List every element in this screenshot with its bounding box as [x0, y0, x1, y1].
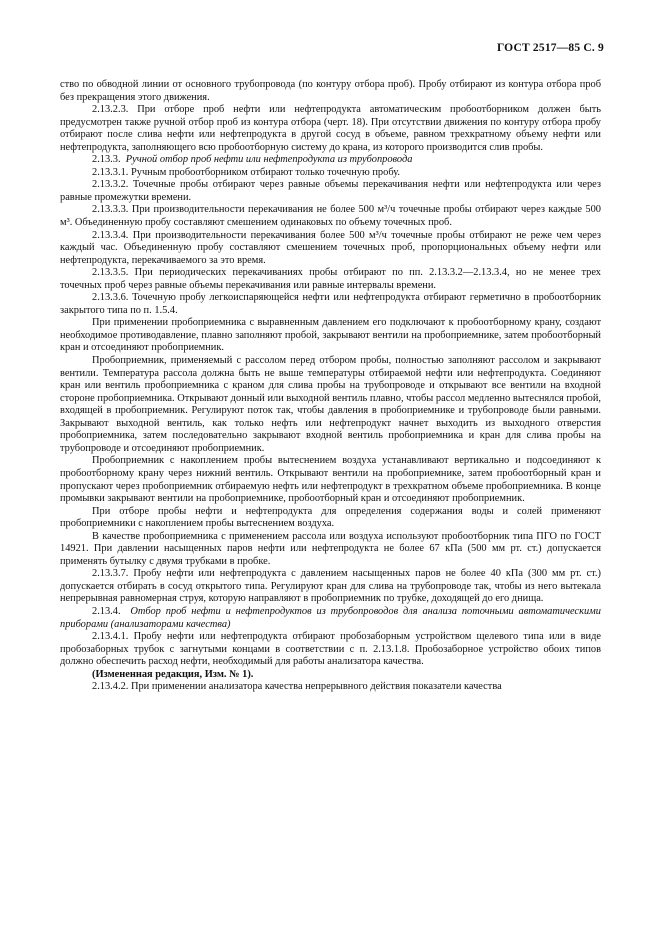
- page-header: ГОСТ 2517—85 С. 9: [496, 42, 604, 54]
- paragraph: ство по обводной линии от основного трубопровода (по контуру отбора проб). Пробу отбирают из контура отбора проб без прекращения этого движения.: [60, 79, 601, 103]
- paragraph: При отборе пробы нефти и нефтепродукта для определения содержания воды и солей применяют пробоприемники с накоплением пробы вытеснением воздуха.: [60, 505, 601, 530]
- section-heading-2-13-4: [60, 606, 601, 631]
- paragraph-2-13-3-2: 2.13.3.2. Точечные пробы отбирают через равные объемы перекачивания нефти или нефтепродукта или через равные промежутки времени.: [60, 179, 601, 203]
- section-title: Ручной отбор проб нефти или нефтепродукта из трубопровода: [125, 154, 413, 166]
- paragraph: В качестве пробоприемника с применением рассола или воздуха используют пробоотборник типа ПГО по ГОСТ 14921. При давлении насыщенных паров нефти или нефтепродукта не более 67 кПа (500 мм рт. ст.) допускается применять бутылку с двумя трубками в пробке.: [60, 530, 601, 567]
- paragraph: Пробоприемник, применяемый с рассолом перед отбором пробы, полностью заполняют рассолом и закрывают вентили. Температура рассола должна быть не выше температуры отбираемой нефти или нефтепродукта. Соединяют кран или вентиль пробоприемника с краном для слива пробы на трубопроводе и открывают все вентили на входной стороне пробоприемника. Открывают донный или выходной вентиль плавно, чтобы рассол медленно вытеснялся пробой, входящей в пробоприемник. Регулируют поток так, чтобы давления в пробоприемнике и трубопроводе были равными. Закрывают выходной вентиль, как только нефть или нефтепродукт начнет выходить из выходного отверстия пробоприемника, затем последовательно закрывают входной вентиль пробоприемника и кран для слива пробы на трубопроводе и отсоединяют пробоприемник.: [60, 355, 601, 454]
- paragraph: При применении пробоприемника с выравненным давлением его подключают к пробоотборному крану, создают необходимое противодавление, плавно заполняют пробой, закрывают вентили на пробоприемнике, затем пробоотборный кран и отсоединяют пробоприемник.: [60, 317, 601, 354]
- paragraph-2-13-3-5: 2.13.3.5. При периодических перекачиваниях пробы отбирают по пп. 2.13.3.2—2.13.3.4, но не менее трех точечных проб через равные объемы перекачивания или равные интервалы времени.: [60, 267, 601, 291]
- section-number: 2.13.3.: [92, 154, 121, 166]
- paragraph-2-13-3-1: 2.13.3.1. Ручным пробоотборником отбирают только точечную пробу.: [92, 166, 400, 178]
- paragraph-2-13-4-1: 2.13.4.1. Пробу нефти или нефтепродукта отбирают пробозаборным устройством щелевого типа или в виде пробозаборных трубок с загнутыми концами в соответствии с п. 2.13.1.8. Пробозаборное устройство обоих типов должно обеспечить расход нефти, необходимый для работы анализатора качества.: [60, 631, 601, 668]
- paragraph: Пробоприемник с накоплением пробы вытеснением воздуха устанавливают вертикально и подсоединяют к пробоотборному крану через нижний вентиль. Открывают вентили на пробоприемнике, затем пробоотборный кран и пропускают через пробоприемник отбираемую нефть или нефтепродукт в трехкратном объеме пробоприемника. В конце промывки закрывают вентили на пробоприемнике, пробоотборный кран и отсоединяют пробоприемник.: [60, 455, 601, 505]
- section-title: Отбор проб нефти и нефтепродуктов из трубопроводов для анализа поточными автоматическими приборами (анализаторами качества): [60, 605, 601, 630]
- paragraph-2-13-2-3: 2.13.2.3. При отборе проб нефти или нефтепродукта автоматическим пробоотборником должен быть предусмотрен также ручной отбор проб из контура отбора (черт. 18). При отсутствии движения по контуру отбора пробу отбирают после слива нефти или нефтепродукта в другой сосуд в объеме, равном трехкратному объему нефти или нефтепродукта, заполняющего всю пробоотборную систему до крана, из которого производится слив пробы.: [60, 104, 601, 153]
- section-number: 2.13.4.: [92, 605, 121, 617]
- paragraph-2-13-3-6: 2.13.3.6. Точечную пробу легкоиспаряющейся нефти или нефтепродукта отбирают герметично в пробоотборник закрытого типа по п. 1.5.4.: [60, 292, 601, 316]
- paragraph-2-13-4-2: 2.13.4.2. При применении анализатора качества непрерывного действия показатели качества: [92, 681, 502, 693]
- paragraph-2-13-3-4: 2.13.3.4. При производительности перекачивания более 500 м³/ч точечные пробы отбирают не реже чем через каждый час. Объединенную пробу составляют смешением точечных проб, пропорциональных объему нефти или нефтепродукта, перекачиваемого за это время.: [60, 229, 601, 266]
- document-body: [60, 79, 601, 694]
- revision-note: (Измененная редакция, Изм. № 1).: [92, 668, 254, 680]
- paragraph-2-13-3-7: 2.13.3.7. Пробу нефти или нефтепродукта с давлением насыщенных паров не более 40 кПа (300 мм рт. ст.) допускается отбирать в сосуд открытого типа. Регулируют кран для слива на трубопроводе так, чтобы из него вытекала непрерывная равномерная струя, которую направляют в пробоприемник по трубке, доходящей до его днища.: [60, 568, 601, 605]
- paragraph-2-13-3-3: 2.13.3.3. При производительности перекачивания не более 500 м³/ч точечные пробы отбирают через каждые 500 м³. Объединенную пробу составляют смешением одинаковых по объему точечных проб.: [60, 204, 601, 229]
- section-heading-2-13-3: [60, 154, 601, 167]
